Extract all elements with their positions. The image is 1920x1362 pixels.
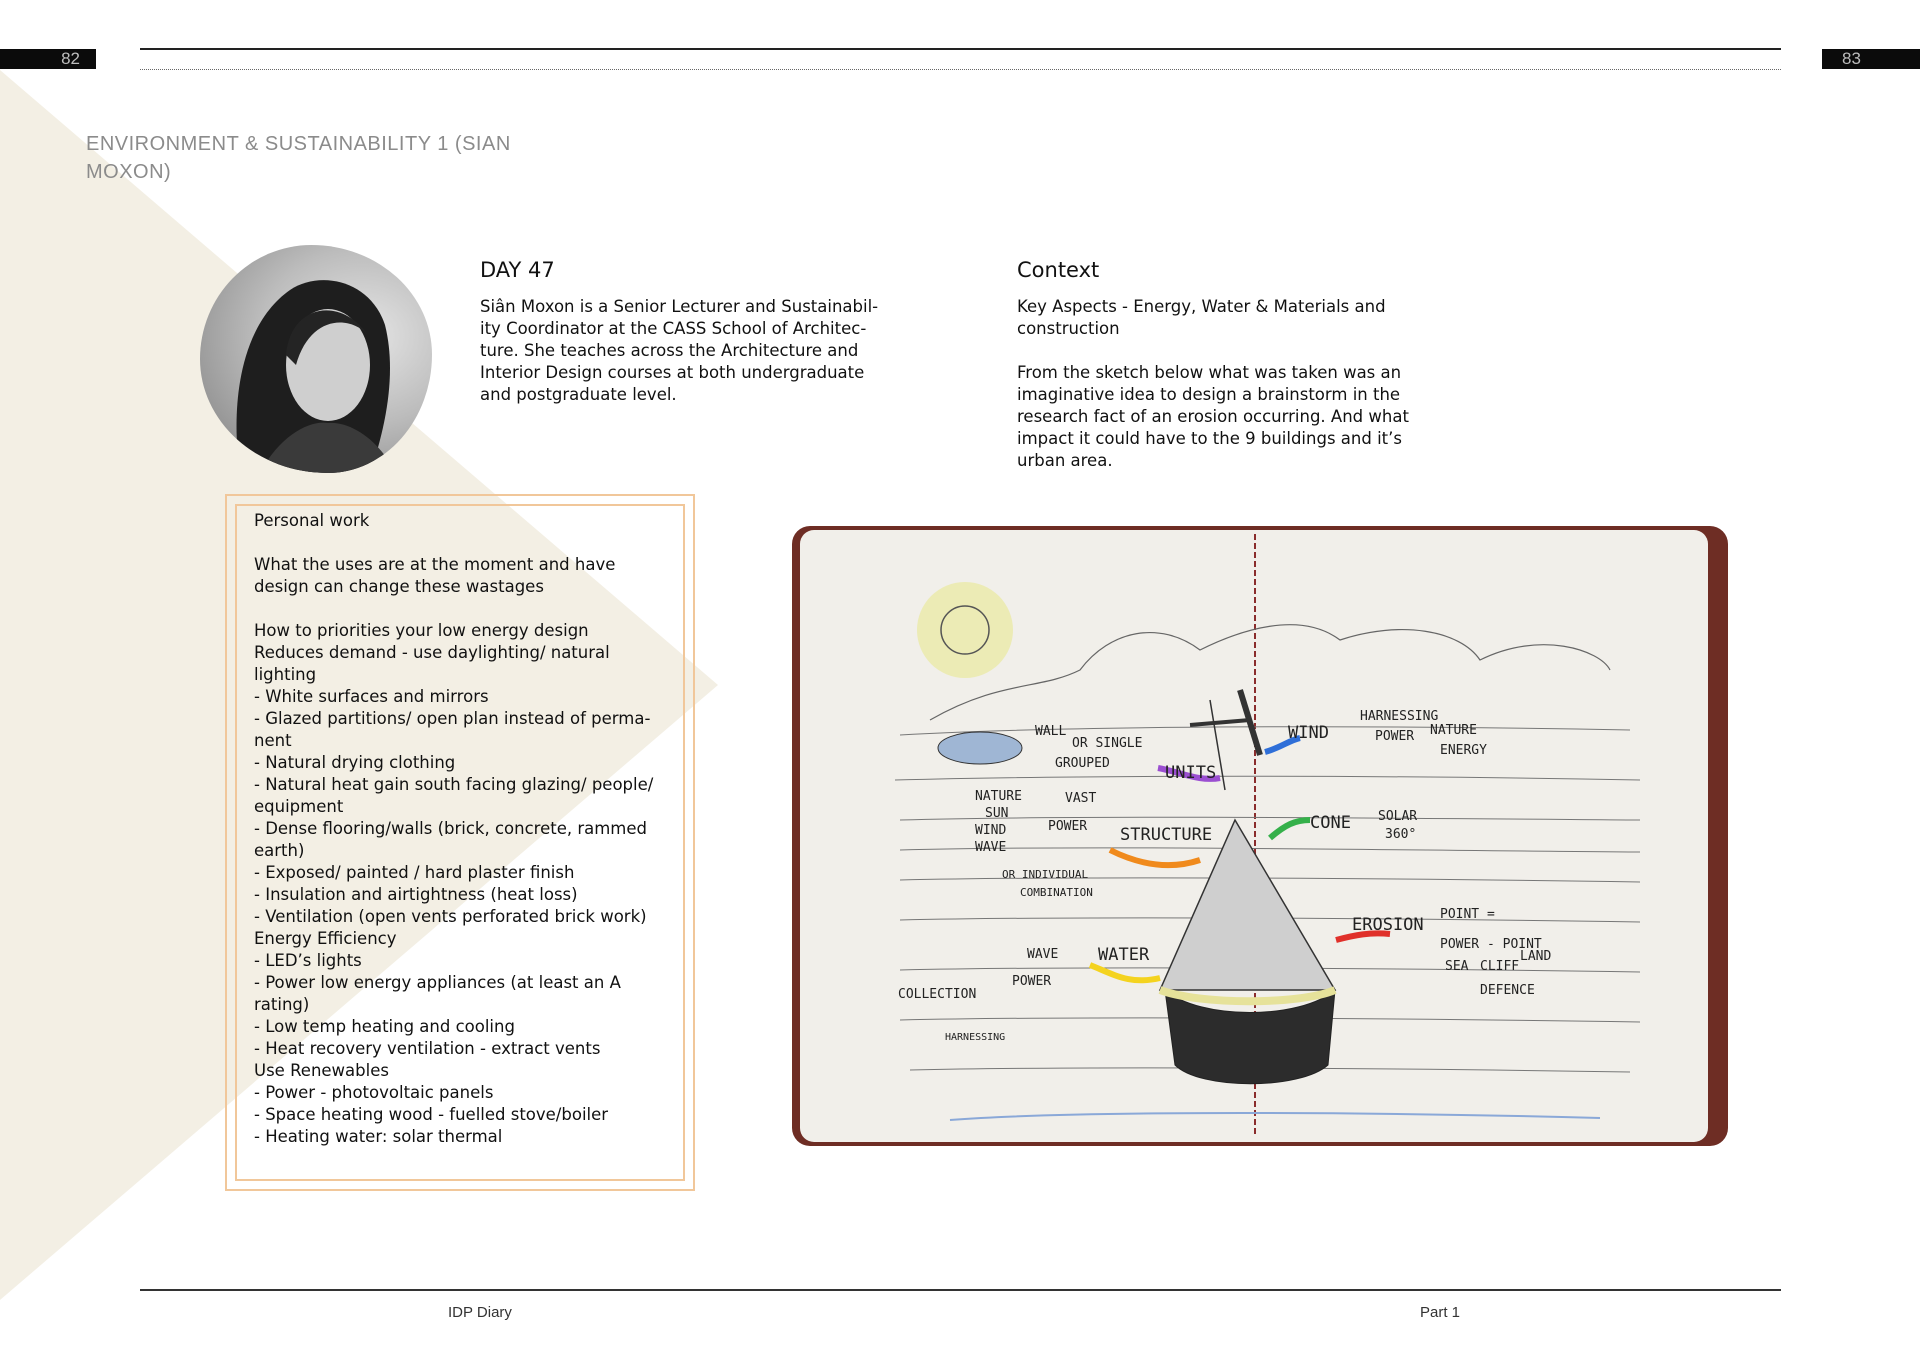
header-rule [140,48,1781,50]
context-paragraph: Key Aspects - Energy, Water & Materials and construction From the sketch below what was taken was an imaginative idea to design a brainstorm in the research fact of an erosion occurring. And what impact it could have to the 9 buildings and it’s urban area. [1017,297,1409,470]
label-360: 360° [1385,827,1417,842]
label-nature-top: NATURE [1430,723,1477,738]
label-power-low: POWER [1012,974,1052,989]
label-sea: SEA [1445,959,1469,974]
label-power-mid: POWER [1048,819,1088,834]
label-grouped: GROUPED [1055,756,1110,771]
label-wind: WIND [1288,723,1329,743]
label-cliff: CLIFF [1480,959,1520,974]
section-title: ENVIRONMENT & SUSTAINABILITY 1 (SIAN MOXON) [86,133,511,183]
label-wind-small: WIND [975,823,1007,838]
personal-work-box [225,494,695,1191]
personal-work-text: Personal work What the uses are at the moment and have design can change these wastages How to priorities your low energy design Reduces demand - use daylighting/ natural lighting - White surfaces and mirrors - Glazed partitions/ open plan instead of perma- nent - Natural drying clothing - Natural heat gain south facing glazing/ people/ equipment - Dense flooring/walls (brick, concrete, rammed earth) - Exposed/ painted / hard plaster finish - Insulation and airtightness (heat loss) - Ventilation (open vents perforated brick work) Energy Efficiency - LED’s lights - Power low energy appliances (at least an A rating) - Low temp heating and cooling - Heat recovery ventilation - extract vents Use Renewables - Power - photovoltaic panels - Space heating wood - fuelled stove/boiler - Heating water: solar thermal [254,511,654,1146]
label-wave-small: WAVE [975,840,1007,855]
label-power-top: POWER [1375,729,1415,744]
label-units: UNITS [1165,763,1217,783]
label-wall: WALL [1035,724,1067,739]
footer-rule [140,1289,1781,1291]
label-structure: STRUCTURE [1120,825,1213,845]
label-water: WATER [1098,945,1150,965]
label-collection: COLLECTION [898,987,977,1002]
page-number-right: 83 [1822,49,1920,69]
context-heading: Context [1017,258,1100,282]
label-combination: COMBINATION [1020,886,1093,899]
label-land: LAND [1520,949,1552,964]
label-individual: OR INDIVIDUAL [1002,868,1089,881]
sketchbook-drawing [780,520,1730,1150]
label-erosion: EROSION [1352,915,1424,935]
sun-glow [917,582,1013,678]
label-power-point: POWER - POINT [1440,937,1542,952]
label-sun: SUN [985,806,1009,821]
label-vast: VAST [1065,791,1097,806]
page-number-left: 82 [0,49,96,69]
footer-right: Part 1 [1420,1304,1461,1321]
label-single: OR SINGLE [1072,736,1143,751]
label-energy: ENERGY [1440,743,1487,758]
label-cone: CONE [1310,813,1351,833]
day-heading: DAY 47 [480,258,555,282]
header-dotted-rule [140,69,1781,70]
label-solar: SOLAR [1378,809,1418,824]
footer-left: IDP Diary [448,1304,512,1321]
label-nature: NATURE [975,789,1022,804]
label-harnessing-low: HARNESSING [945,1032,1006,1043]
label-wave: WAVE [1027,947,1059,962]
bio-paragraph: Siân Moxon is a Senior Lecturer and Sustainabil- ity Coordinator at the CASS School of Architec- ture. She teaches across the Architecture and Interior Design courses at both undergraduate and postgraduate level. [480,297,879,404]
label-harnessing-top: HARNESSING [1360,709,1439,724]
label-point: POINT = [1440,907,1495,922]
label-defence: DEFENCE [1480,983,1535,998]
